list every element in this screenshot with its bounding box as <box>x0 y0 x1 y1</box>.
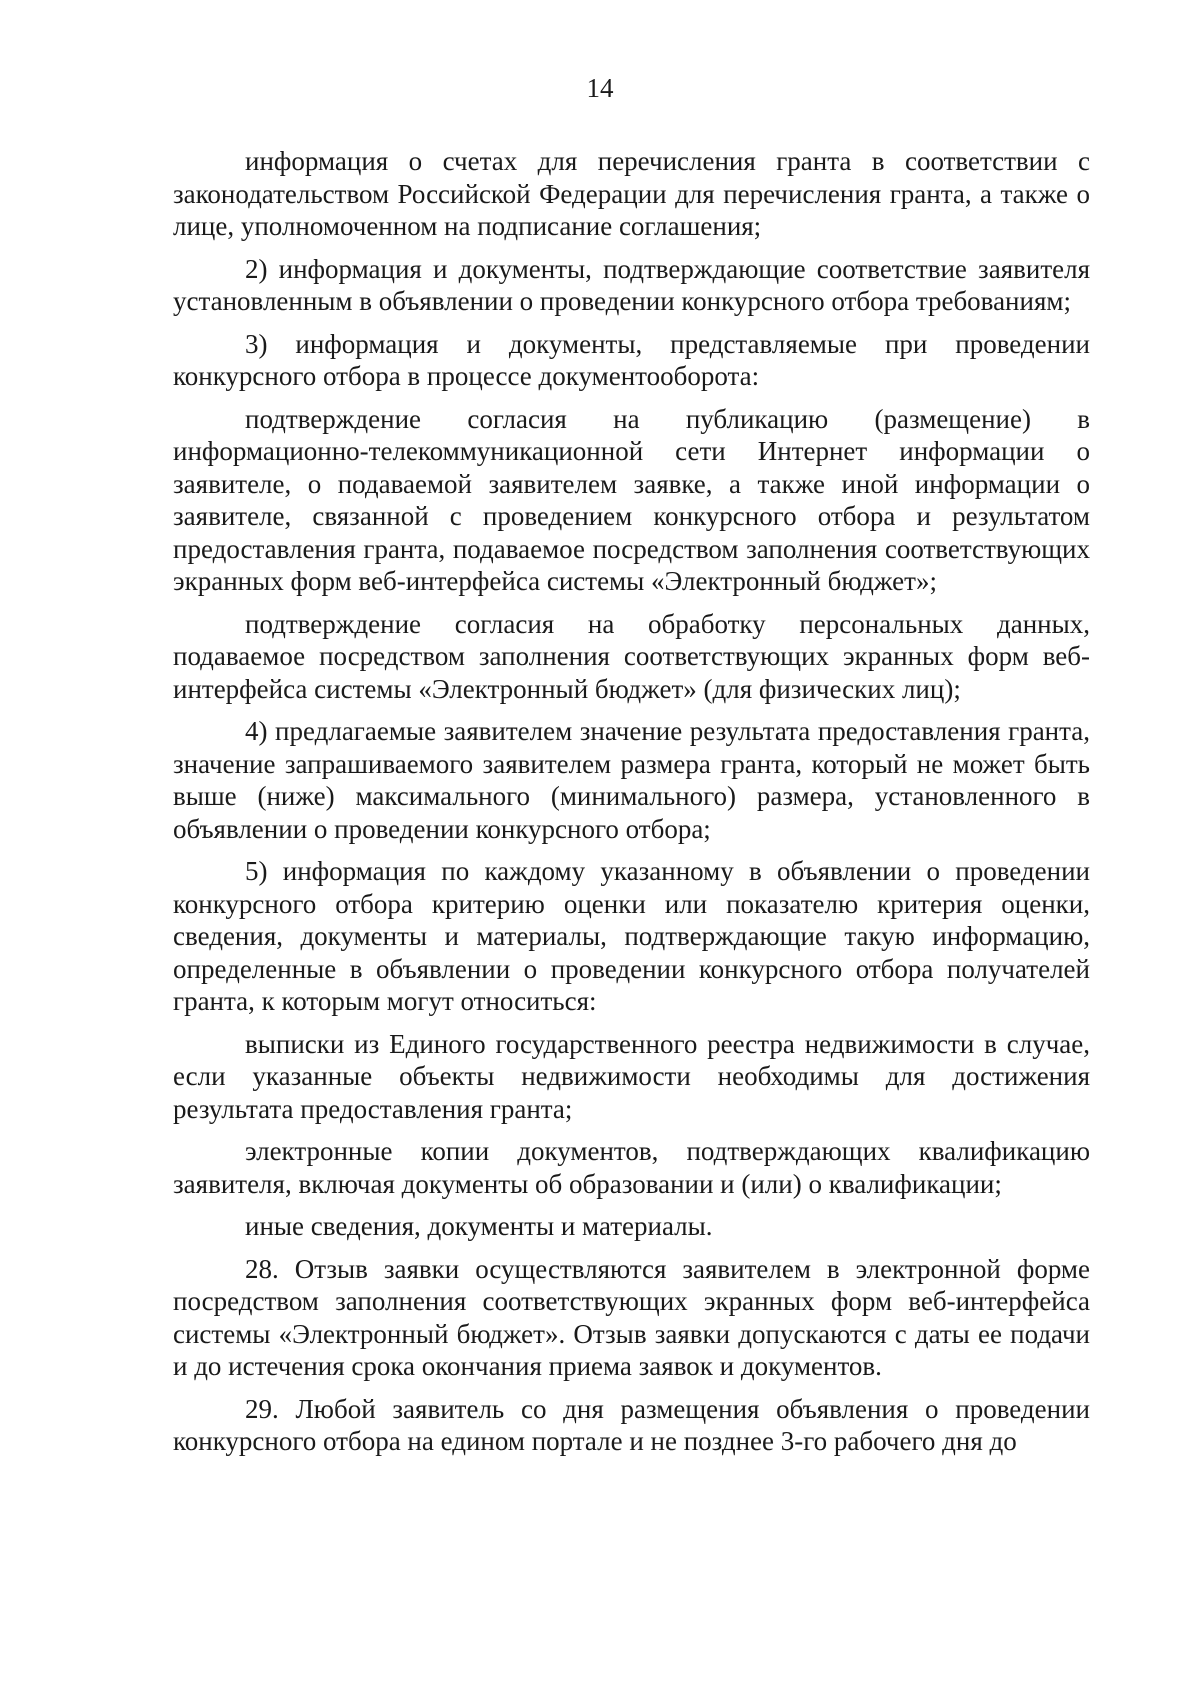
paragraph-10: иные сведения, документы и материалы. <box>245 1211 713 1241</box>
paragraph-9: электронные копии документов, подтверждающих квалификацию заявителя, включая документы об образовании и (или) о квалификации; <box>173 1136 1090 1199</box>
paragraph-8: выписки из Единого государственного реестра недвижимости в случае, если указанные объекты недвижимости необходимы для достижения результата предоставления гранта; <box>173 1028 1090 1124</box>
paragraph-5: подтверждение согласия на обработку персональных данных, подаваемое посредством заполнения соответствующих экранных форм веб-интерфейса системы «Электронный бюджет» (для физических лиц); <box>173 608 1090 704</box>
paragraph-3: 3) информация и документы, представляемые при проведении конкурсного отбора в процессе документооборота: <box>173 328 1090 391</box>
page-number: 14 <box>586 73 614 103</box>
paragraph-7: 5) информация по каждому указанному в объявлении о проведении конкурсного отбора критерию оценки или показателю критерия оценки, сведения, документы и материалы, подтверждающие такую информацию, определенные в объявлении о проведении конкурсного отбора получателей гранта, к которым могут относиться: <box>173 856 1090 1016</box>
paragraph-6: 4) предлагаемые заявителем значение результата предоставления гранта, значение запрашиваемого заявителем размера гранта, который не может быть выше (ниже) максимального (минимального) размера, установленного в объявлении о проведении конкурсного отбора; <box>173 716 1090 844</box>
paragraph-4: подтверждение согласия на публикацию (размещение) в информационно-телекоммуникационной сети Интернет информации о заявителе, о подаваемой заявителем заявке, а также иной информации о заявителе, связанной с проведением конкурсного отбора и результатом предоставления гранта, подаваемое посредством заполнения соответствующих экранных форм веб-интерфейса системы «Электронный бюджет»; <box>173 403 1090 596</box>
paragraph-1: информация о счетах для перечисления гранта в соответствии с законодательством Российской Федерации для перечисления гранта, а также о лице, уполномоченном на подписание соглашения; <box>173 146 1090 241</box>
document-body <box>173 145 1090 1468</box>
paragraph-12: 29. Любой заявитель со дня размещения объявления о проведении конкурсного отбора на едином портале и не позднее 3-го рабочего дня до <box>173 1393 1090 1456</box>
paragraph-2: 2) информация и документы, подтверждающие соответствие заявителя установленным в объявлении о проведении конкурсного отбора требованиям; <box>173 253 1090 316</box>
paragraph-11: 28. Отзыв заявки осуществляются заявителем в электронной форме посредством заполнения соответствующих экранных форм веб-интерфейса системы «Электронный бюджет». Отзыв заявки допускаются с даты ее подачи и до истечения срока окончания приема заявок и документов. <box>173 1253 1090 1381</box>
